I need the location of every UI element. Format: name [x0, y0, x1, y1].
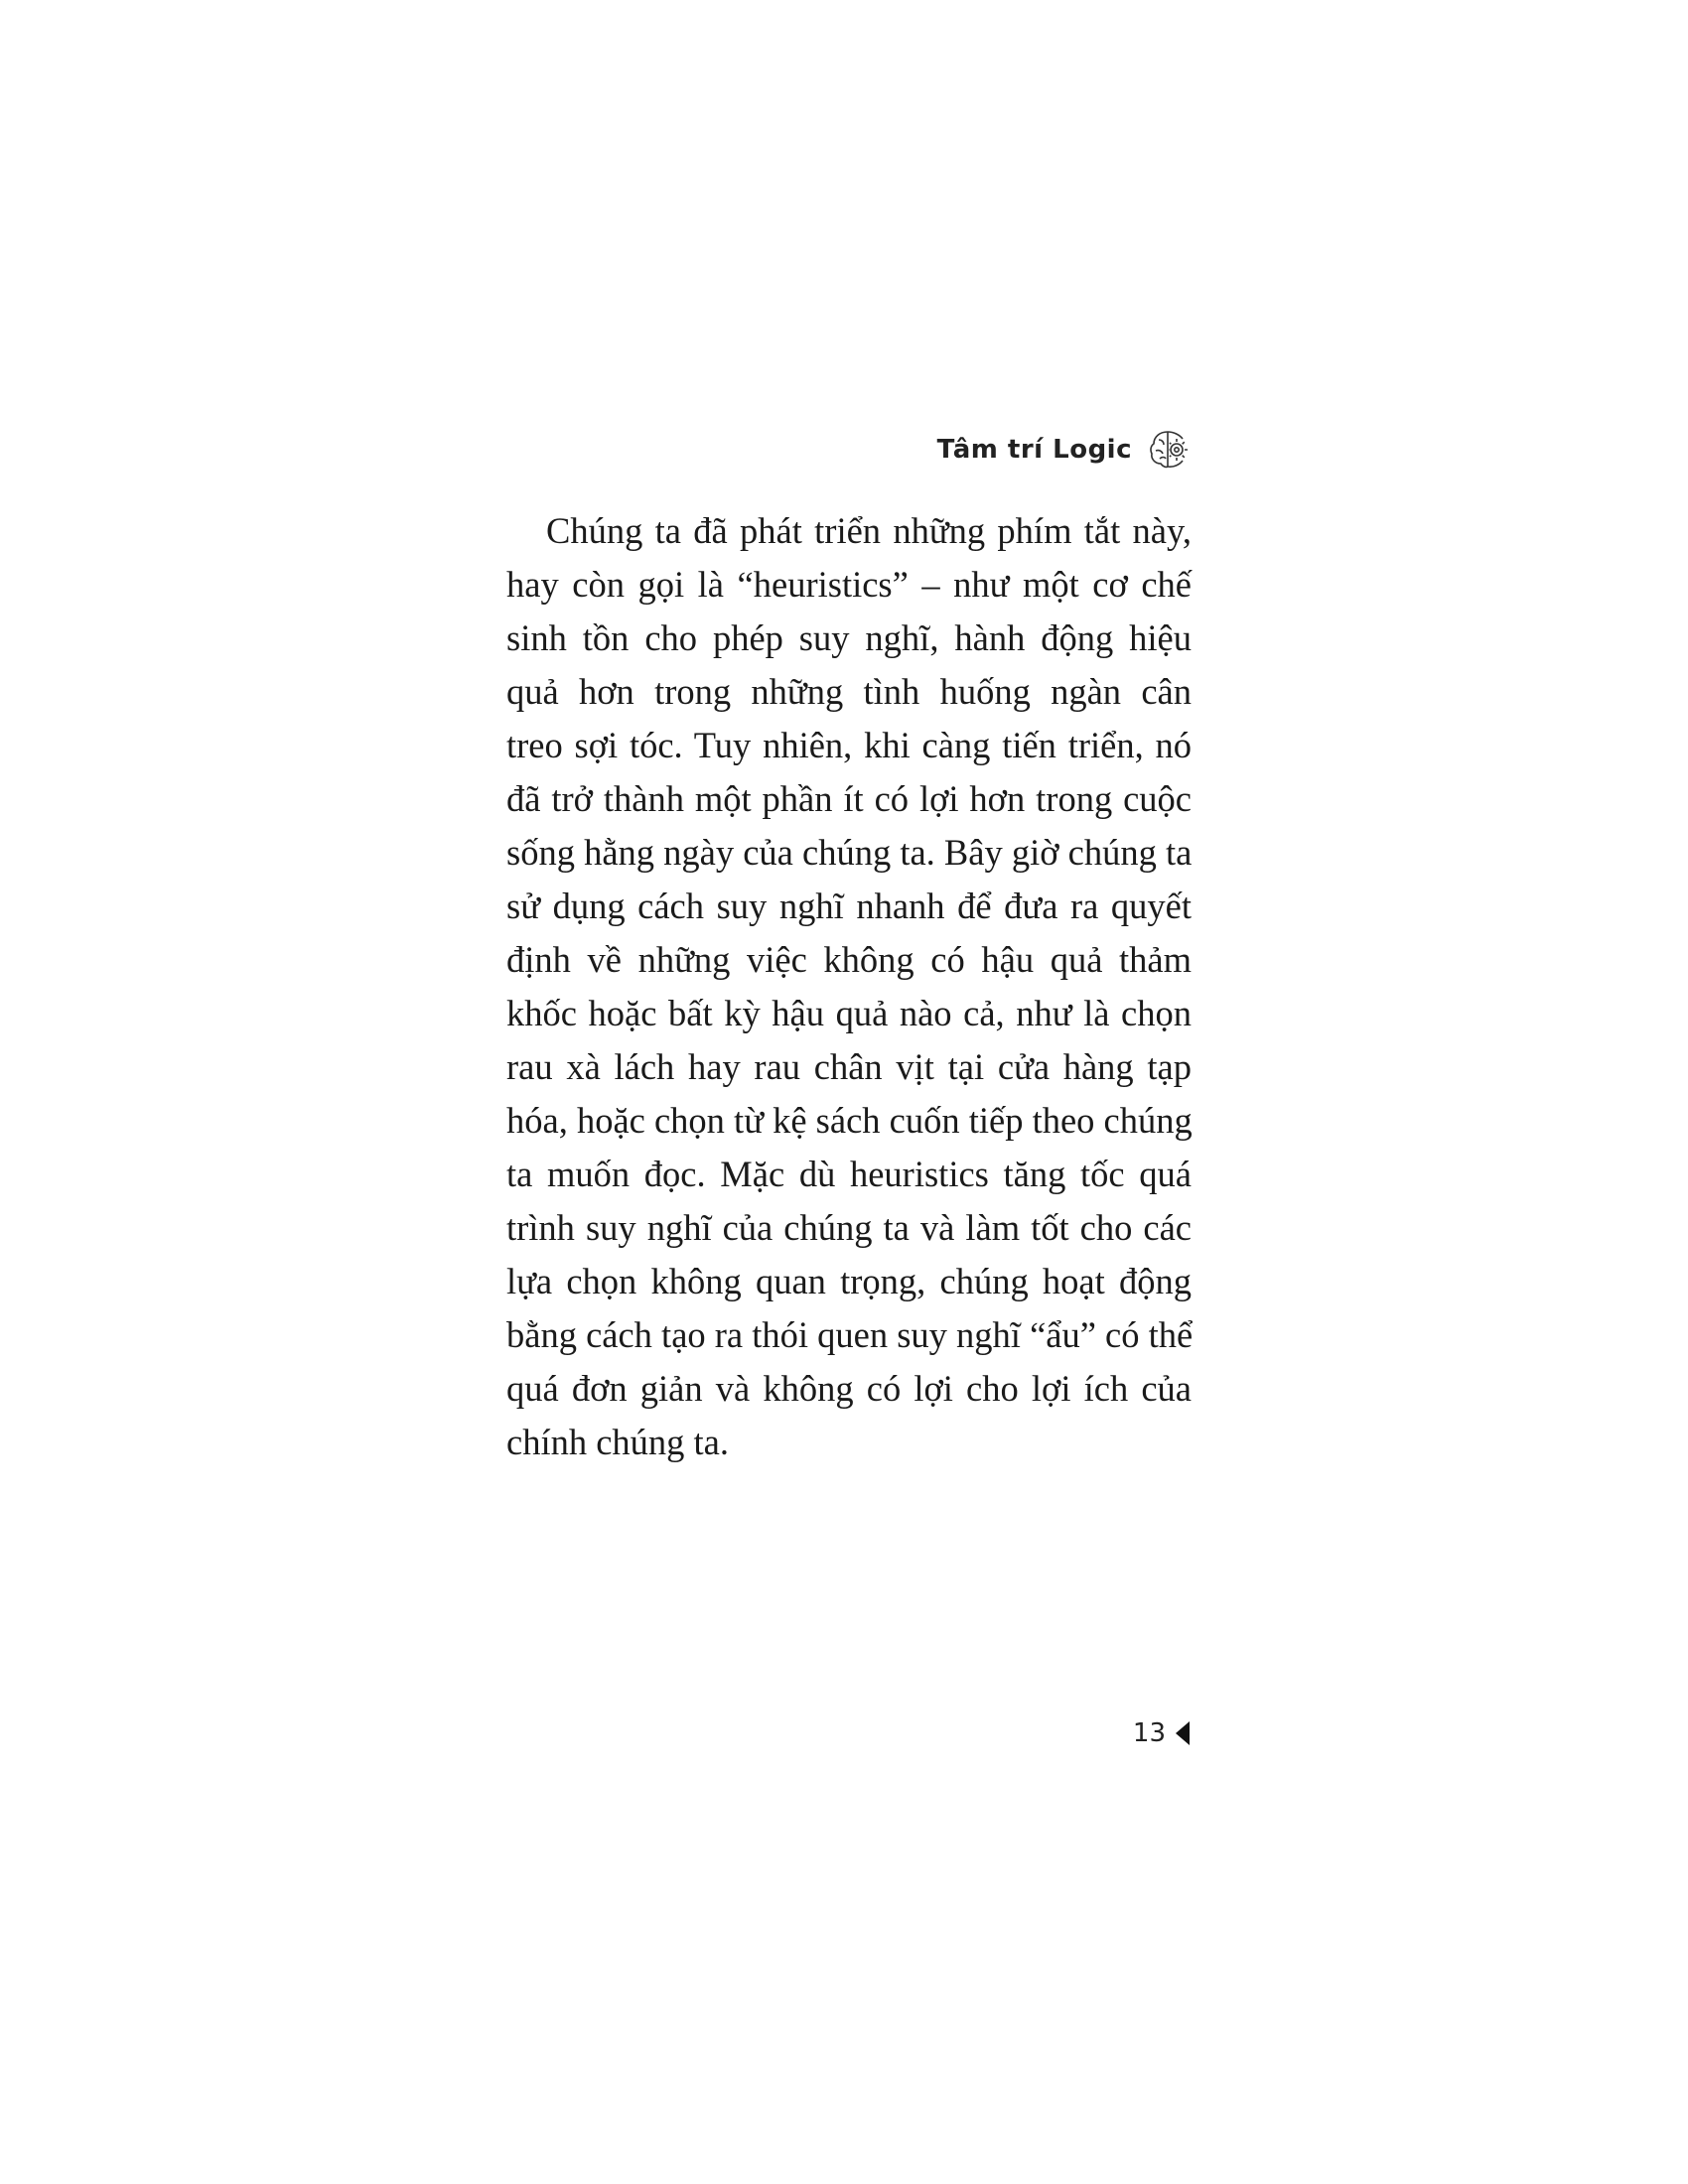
- body-paragraph: [506, 504, 1192, 1469]
- text-line: định về những việc không có hậu quả thảm: [506, 939, 1192, 980]
- text-line: chính chúng ta.: [506, 1422, 730, 1462]
- page-number: 13: [1132, 1718, 1166, 1748]
- text-line: sống hằng ngày của chúng ta. Bây giờ chúng ta: [506, 832, 1193, 873]
- text-line: quá đơn giản và không có lợi cho lợi ích của: [506, 1368, 1192, 1409]
- text-line: bằng cách tạo ra thói quen suy nghĩ “ẩu” có thể: [506, 1314, 1194, 1355]
- text-line: hay còn gọi là “heuristics” – như một cơ chế: [506, 564, 1192, 605]
- triangle-left-icon: [1174, 1720, 1192, 1746]
- text-line: sinh tồn cho phép suy nghĩ, hành động hiệu: [506, 617, 1192, 658]
- text-line: trình suy nghĩ của chúng ta và làm tốt cho các: [506, 1207, 1192, 1248]
- text-line: rau xà lách hay rau chân vịt tại cửa hàng tạp: [506, 1046, 1192, 1087]
- text-line: hóa, hoặc chọn từ kệ sách cuốn tiếp theo chúng: [506, 1100, 1193, 1141]
- text-line: ta muốn đọc. Mặc dù heuristics tăng tốc quá: [506, 1154, 1192, 1194]
- text-line: Chúng ta đã phát triển những phím tắt này,: [546, 510, 1192, 551]
- brain-gear-icon: [1144, 426, 1192, 474]
- text-line: lựa chọn không quan trọng, chúng hoạt động: [506, 1261, 1192, 1301]
- text-line: treo sợi tóc. Tuy nhiên, khi càng tiến triển, nó: [506, 725, 1192, 765]
- running-header: [894, 422, 1192, 478]
- text-line: sử dụng cách suy nghĩ nhanh để đưa ra quyết: [506, 886, 1192, 926]
- text-line: đã trở thành một phần ít có lợi hơn trong cuộc: [506, 778, 1192, 819]
- text-line: khốc hoặc bất kỳ hậu quả nào cả, như là chọn: [506, 993, 1192, 1033]
- running-title: Tâm trí Logic: [936, 435, 1132, 465]
- text-line: quả hơn trong những tình huống ngàn cân: [506, 671, 1192, 712]
- page-footer: [1092, 1713, 1192, 1753]
